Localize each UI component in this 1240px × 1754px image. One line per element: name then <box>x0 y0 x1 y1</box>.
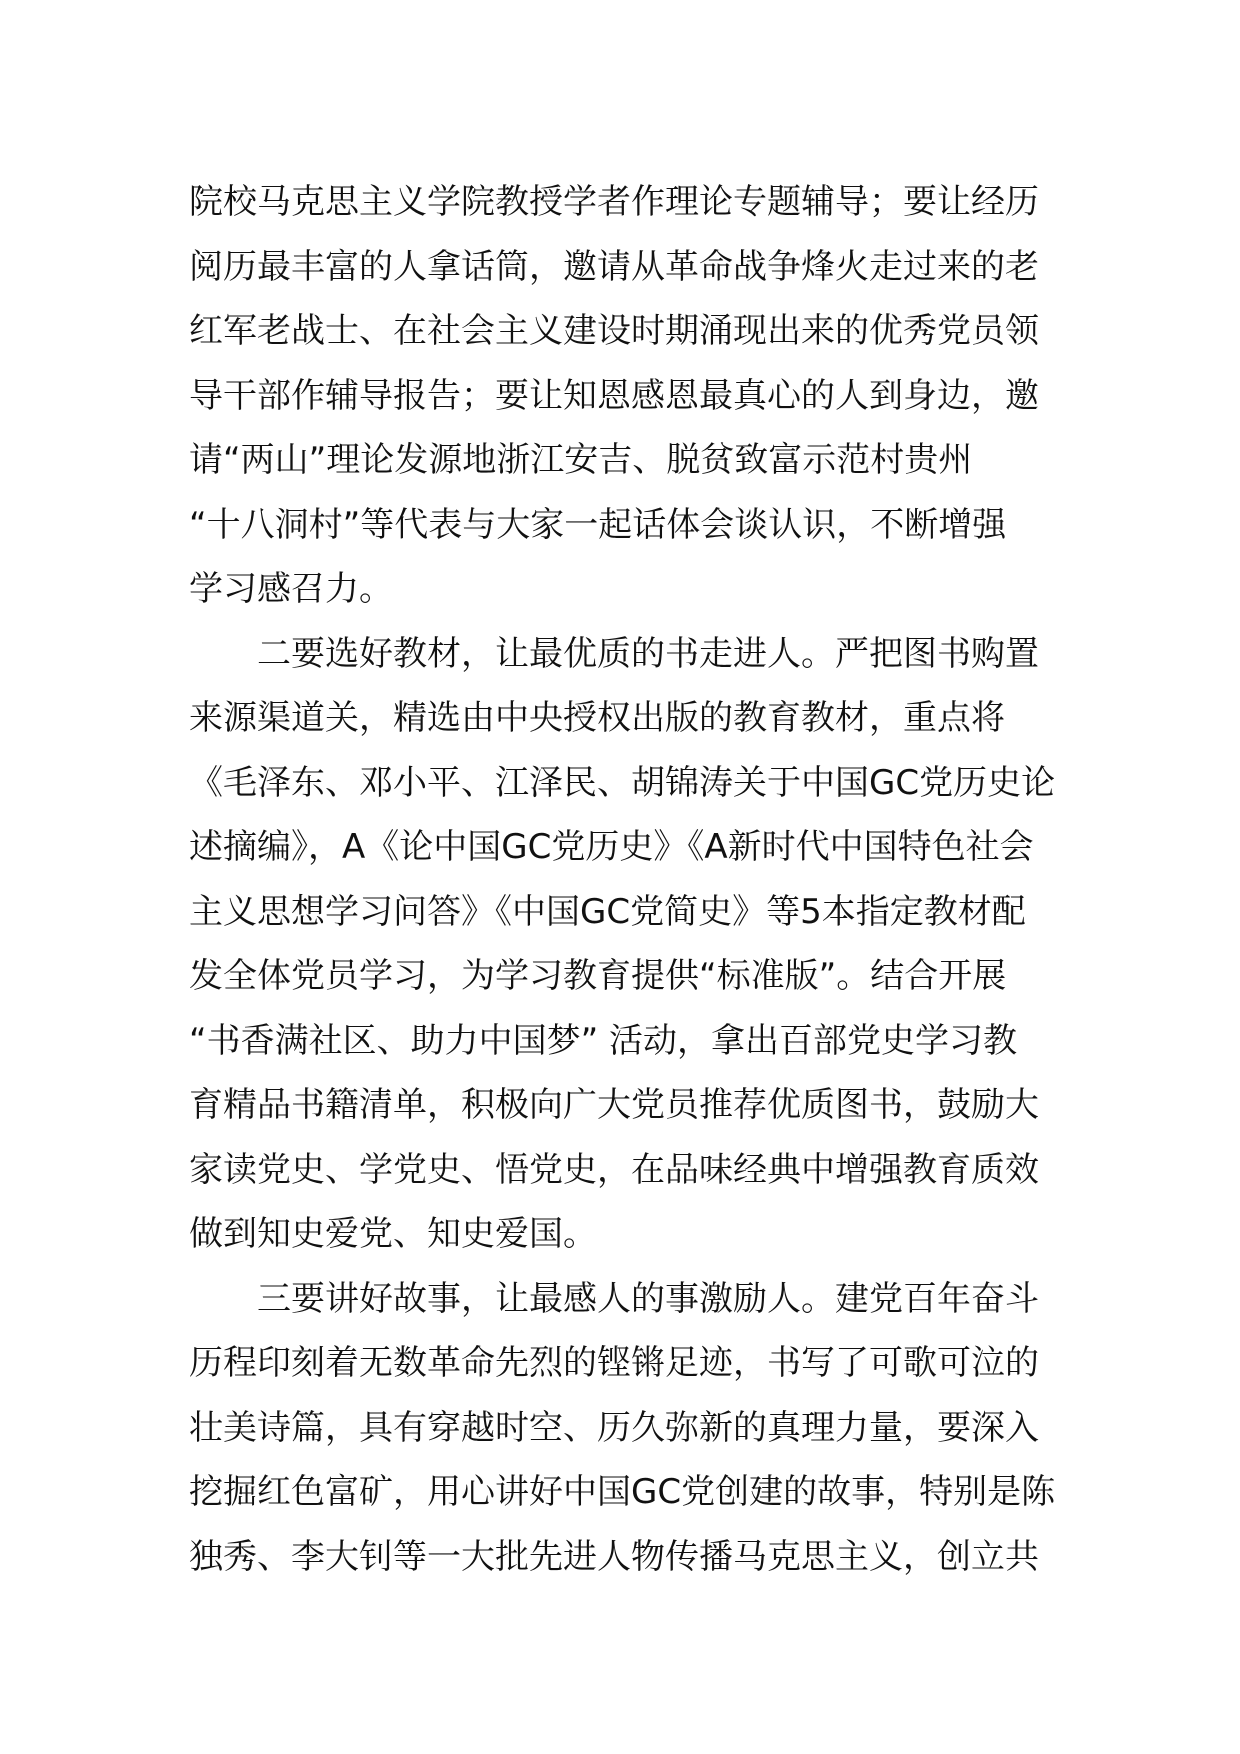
text-line: 《毛泽东、邓小平、江泽民、胡锦涛关于中国GC党历史论 <box>189 762 1056 803</box>
text-line: 育精品书籍清单，积极向广大党员推荐优质图书，鼓励大 <box>189 1085 1039 1125</box>
text-line: 院校马克思主义学院教授学者作理论专题辅导；要让经历 <box>189 182 1039 222</box>
text-line: “十八洞村”等代表与大家一起话体会谈认识，不断增强 <box>189 504 1007 545</box>
body-text <box>189 170 1059 1589</box>
text-line: “书香满社区、助力中国梦” 活动，拿出百部党史学习教 <box>189 1020 1018 1061</box>
text-line: 家读党史、学党史、悟党史，在品味经典中增强教育质效 <box>189 1149 1039 1190</box>
text-line: 主义思想学习问答》《中国GC党简史》等5本指定教材配 <box>189 891 1026 932</box>
text-line: 壮美诗篇，具有穿越时空、历久弥新的真理力量，要深入 <box>189 1407 1039 1448</box>
paragraph-start-line: 三要讲好故事，让最感人的事激励人。建党百年奋斗 <box>257 1278 1039 1319</box>
text-line: 挖掘红色富矿，用心讲好中国GC党创建的故事，特别是陈 <box>189 1472 1056 1512</box>
text-line: 阅历最丰富的人拿话筒，邀请从革命战争烽火走过来的老 <box>189 246 1039 287</box>
text-line: 独秀、李大钊等一大批先进人物传播马克思主义，创立共 <box>189 1536 1039 1577</box>
text-line: 做到知史爱党、知史爱国。 <box>189 1214 597 1254</box>
text-line: 来源渠道关，精选由中央授权出版的教育教材，重点将 <box>189 698 1005 738</box>
paragraph-start-line: 二要选好教材，让最优质的书走进人。严把图书购置 <box>257 633 1039 674</box>
text-line: 学习感召力。 <box>189 569 393 609</box>
text-line: 请“两山”理论发源地浙江安吉、脱贫致富示范村贵州 <box>189 440 973 480</box>
text-line: 历程印刻着无数革命先烈的铿锵足迹，书写了可歌可泣的 <box>189 1343 1039 1383</box>
text-line: 导干部作辅导报告；要让知恩感恩最真心的人到身边，邀 <box>189 375 1039 416</box>
text-line: 红军老战士、在社会主义建设时期涌现出来的优秀党员领 <box>189 311 1039 351</box>
text-line: 发全体党员学习，为学习教育提供“标准版”。结合开展 <box>189 956 1007 996</box>
text-line: 述摘编》，A《论中国GC党历史》《A新时代中国特色社会 <box>189 827 1034 867</box>
